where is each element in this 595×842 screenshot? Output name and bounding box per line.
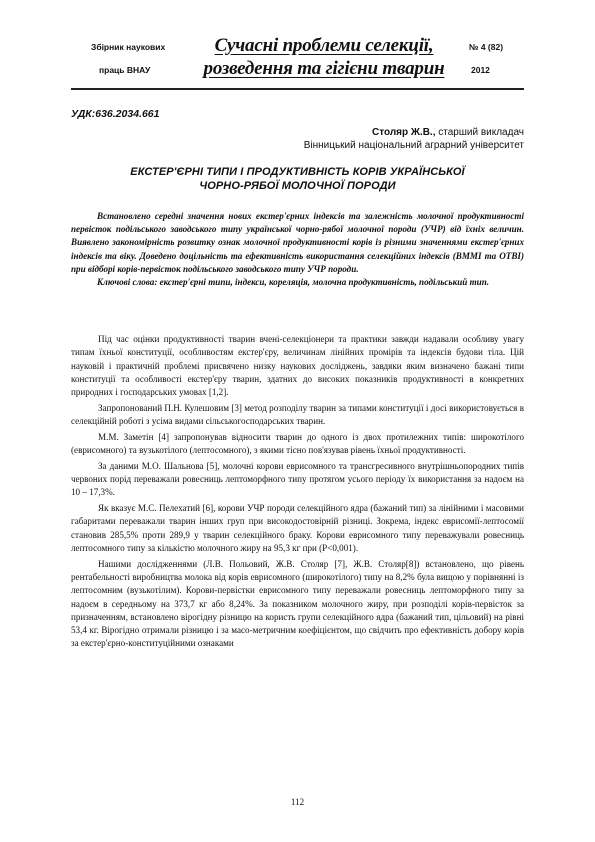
header-issue-number: № 4 (82) bbox=[469, 42, 504, 52]
body-paragraph: Під час оцінки продуктивності тварин вчені-селекціонери та практики завжди надавали особливу увагу типам їхньої конституції, особливостям екстер'єру, величинам лінійних промірів та індексів будови тіла. Цій науковій і практичній проблемі присвячено низку наукових досліджень, завдяки яким визначено бажані типи конституції та особливості екстер'єру тварин, здатних до високих показників продуктивності в конкретних природних і господарських умовах [1,2]. bbox=[71, 334, 524, 398]
running-header bbox=[71, 31, 524, 89]
author-affiliation: Вінницький національний аграрний університет bbox=[303, 140, 524, 151]
header-rule bbox=[71, 88, 524, 90]
abstract-text: Встановлено середні значення нових екстер'єрних індексів та залежність молочної продуктивності первісток подільського заводського типу української чорно-рябої молочної породи (УЧР) від їхніх величин. Виявлено закономірність розвитку ознак молочної продуктивності корів із різними значеннями екстер'єрних індексів та віку. Доведено доцільність та ефективність використання селекційних індексів (ВММІ та ОТВІ) при відборі корів-первісток подільського заводського типу УЧР породи. bbox=[71, 211, 524, 274]
header-journal-name: Збірник наукових bbox=[91, 42, 166, 52]
page-number: 112 bbox=[290, 797, 305, 807]
author-position: старший викладач bbox=[435, 127, 524, 138]
article-title-line2: ЧОРНО-РЯБОЇ МОЛОЧНОЇ ПОРОДИ bbox=[199, 180, 396, 192]
body-paragraph: За даними М.О. Шальнова [5], молочні корови еврисомного та трансгресивного внутрішньопородних типів червоних порід переважали ровесниць лептоморфного типу протягом усього періоду їх використання за надоєм на 10 – 17,3%. bbox=[71, 460, 524, 498]
header-year: 2012 bbox=[471, 65, 490, 75]
body-paragraph: Нашими дослідженнями (Л.В. Польовий, Ж.В. Столяр [7], Ж.В. Столяр[8]) встановлено, що рівень рентабельності виробництва молока від корів еврисомного (широкотілого) типу на 8,2% була вищою у порівнянні із лептосомним (вузькотілим). Корови-первістки еврисомного типу переважали ровесниць лептоморфного типу за надоєм в середньому на 373,7 кг або 8,24%. За показником молочного жиру, при розподілі корів-первісток за призначенням, встановлено вірогідну різницю на користь групи селекційного ядра (бажаний тип, цільовий) на рівні 53,4 кг. Вірогідно отримали різницю і за масо-метричним коефіцієнтом, що свідчить про ефективність добору корів за екстер'єрно-конституційними ознаками bbox=[71, 558, 524, 649]
header-title-line1: Сучасні проблеми селекції, bbox=[214, 35, 434, 56]
author-name: Столяр Ж.В., bbox=[371, 127, 436, 138]
author-block bbox=[304, 126, 524, 152]
body-paragraph: М.М. Заметін [4] запропонував відносити тварин до одного із двох протилежних типів: широкотілого (еврисомного) та вузькотілого (лептосомного), з якими тісно пов'язував рівень їхньої продуктивності. bbox=[71, 431, 524, 456]
header-publisher: праць ВНАУ bbox=[99, 65, 151, 75]
udc-code: УДК:636.2034.661 bbox=[71, 108, 160, 120]
keywords: Ключові слова: екстер'єрні типи, індекси, кореляція, молочна продуктивність, подільський тип. bbox=[97, 277, 490, 288]
article-title-line1: ЕКСТЕР'ЄРНІ ТИПИ І ПРОДУКТИВНІСТЬ КОРІВ УКРАЇНСЬКОЇ bbox=[130, 166, 465, 178]
abstract bbox=[71, 210, 524, 289]
body-paragraph: Запропонований П.Н. Кулешовим [3] метод розподілу тварин за типами конституції і досі використовується в селекційній роботі з усіма видами сільськогосподарських тварин. bbox=[71, 402, 524, 427]
article-body bbox=[71, 333, 524, 653]
header-journal-title bbox=[199, 34, 449, 80]
body-paragraph: Як вказує М.С. Пелехатий [6], корови УЧР породи селекційного ядра (бажаний тип) за лінійними і масовими габаритами переважали тварин інших груп при високодостовірній різниці. Зокрема, індекс еврисомії-лептосомії становив 285,5% проти 289,9 у тварин селекційного браку. Корови еврисомного типу переважували ровесниць лептосомного типу за кількістю молочного жиру на 95,3 кг при (Р<0,001). bbox=[71, 503, 524, 554]
article-title bbox=[71, 165, 524, 193]
header-title-line2: розведення та гігієни тварин bbox=[203, 58, 445, 79]
